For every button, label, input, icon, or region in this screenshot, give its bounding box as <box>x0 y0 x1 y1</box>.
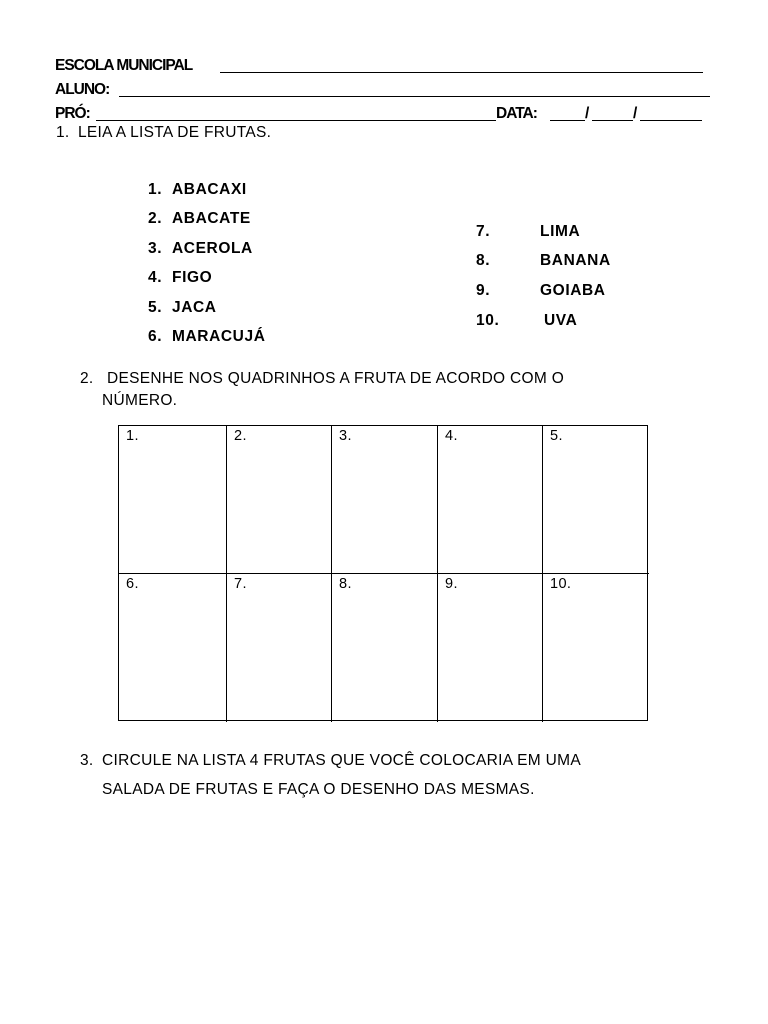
q3-instruction-line2: SALADA DE FRUTAS E FAÇA O DESENHO DAS MESMAS. <box>102 781 535 798</box>
list-item-number: 4. <box>148 269 163 286</box>
school-name-field[interactable] <box>220 72 703 73</box>
list-item: ABACATE <box>172 210 251 227</box>
list-item-number: 2. <box>148 210 163 227</box>
list-item: ACEROLA <box>172 240 253 257</box>
list-item: FIGO <box>172 269 213 286</box>
list-item: UVA <box>544 312 578 329</box>
q1-instruction: LEIA A LISTA DE FRUTAS. <box>78 124 272 141</box>
q1-number: 1. <box>56 124 70 141</box>
list-item: MARACUJÁ <box>172 328 266 345</box>
date-year-field[interactable] <box>640 120 702 121</box>
drawing-box-number: 4. <box>445 428 458 444</box>
drawing-box-number: 9. <box>445 576 458 592</box>
q2-instruction-line1: DESENHE NOS QUADRINHOS A FRUTA DE ACORDO COM O <box>107 370 565 387</box>
drawing-box[interactable] <box>119 426 227 574</box>
list-item: BANANA <box>540 252 611 269</box>
date-separator: / <box>585 105 589 122</box>
list-item-number: 7. <box>476 223 491 240</box>
student-name-field[interactable] <box>119 96 710 97</box>
drawing-box[interactable] <box>227 574 332 722</box>
teacher-label: PRÓ: <box>55 105 90 122</box>
drawing-box-number: 1. <box>126 428 139 444</box>
drawing-box[interactable] <box>332 426 438 574</box>
drawing-box-number: 5. <box>550 428 563 444</box>
teacher-name-field[interactable] <box>96 120 496 121</box>
drawing-box-number: 10. <box>550 576 572 592</box>
drawing-box[interactable] <box>438 574 543 722</box>
q2-number: 2. <box>80 370 94 387</box>
drawing-box-number: 7. <box>234 576 247 592</box>
drawing-box[interactable] <box>119 574 227 722</box>
q3-number: 3. <box>80 752 94 769</box>
list-item-number: 3. <box>148 240 163 257</box>
drawing-box[interactable] <box>332 574 438 722</box>
date-day-field[interactable] <box>550 120 585 121</box>
drawing-box-number: 2. <box>234 428 247 444</box>
school-label: ESCOLA MUNICIPAL <box>55 57 193 74</box>
list-item: GOIABA <box>540 282 606 299</box>
drawing-box[interactable] <box>438 426 543 574</box>
student-label: ALUNO: <box>55 81 110 98</box>
drawing-box[interactable] <box>543 426 649 574</box>
drawing-box-number: 8. <box>339 576 352 592</box>
list-item-number: 6. <box>148 328 163 345</box>
drawing-grid <box>118 425 648 721</box>
list-item-number: 5. <box>148 299 163 316</box>
list-item-number: 8. <box>476 252 491 269</box>
drawing-box[interactable] <box>543 574 649 722</box>
date-separator: / <box>633 105 637 122</box>
list-item: JACA <box>172 299 217 316</box>
list-item-number: 1. <box>148 181 163 198</box>
list-item-number: 10. <box>476 312 500 329</box>
drawing-box-number: 3. <box>339 428 352 444</box>
list-item-number: 9. <box>476 282 491 299</box>
list-item: ABACAXI <box>172 181 247 198</box>
list-item: LIMA <box>540 223 581 240</box>
date-label: DATA: <box>496 105 537 122</box>
drawing-box[interactable] <box>227 426 332 574</box>
q2-instruction-line2: NÚMERO. <box>102 392 178 409</box>
q3-instruction-line1: CIRCULE NA LISTA 4 FRUTAS QUE VOCÊ COLOCARIA EM UMA <box>102 752 581 769</box>
drawing-box-number: 6. <box>126 576 139 592</box>
date-month-field[interactable] <box>592 120 633 121</box>
